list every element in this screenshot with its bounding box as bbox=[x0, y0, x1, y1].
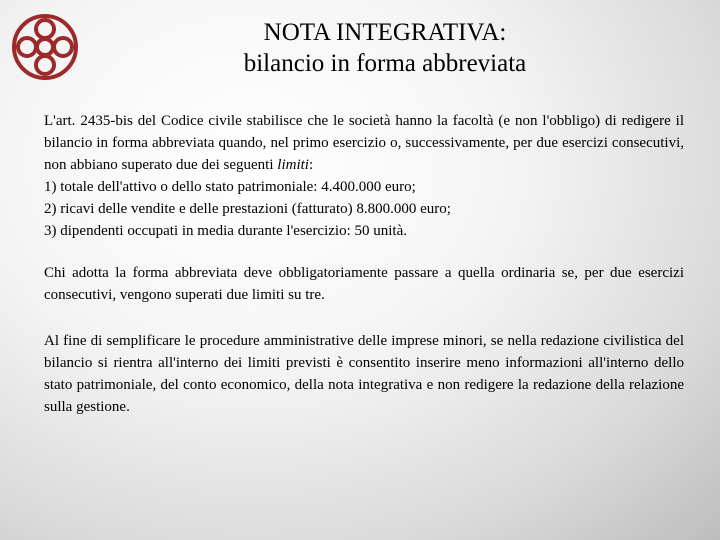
limits-list bbox=[44, 176, 684, 242]
knot-emblem-icon bbox=[10, 12, 80, 82]
intro-colon: : bbox=[308, 157, 314, 173]
intro-paragraph bbox=[44, 110, 684, 176]
slide-body bbox=[44, 110, 684, 418]
title-line-2: bilancio in forma abbreviata bbox=[243, 50, 527, 77]
paragraph-forma-ordinaria: Chi adotta la forma abbreviata deve obbligatoriamente passare a quella ordinaria se, per due esercizi consecutivi, vengono superati due limiti su tre. bbox=[44, 265, 684, 303]
paragraph-semplificazione: Al fine di semplificare le procedure amministrative delle imprese minori, se nella redazione civilistica del bilancio si rientra all'interno dei limiti previsti è consentito inserire meno informazioni all'interno dello stato patrimoniale, del conto economico, della nota integrativa e non redigere la redazione della relazione sulla gestione. bbox=[44, 333, 684, 415]
slide-title bbox=[150, 17, 620, 79]
title-line-1: NOTA INTEGRATIVA: bbox=[263, 19, 507, 46]
limits-term: limiti bbox=[277, 157, 309, 173]
limit-item-1: 1) totale dell'attivo o dello stato patrimoniale: 4.400.000 euro; bbox=[44, 179, 416, 195]
limit-item-2: 2) ricavi delle vendite e delle prestazioni (fatturato) 8.800.000 euro; bbox=[44, 201, 451, 217]
intro-text: L'art. 2435-bis del Codice civile stabilisce che le società hanno la facoltà (e non l'obbligo) di redigere il bilancio in forma abbreviata quando, nel primo esercizio o, successivamente, per due esercizi consecutivi, non abbiano superato due dei seguenti bbox=[44, 113, 684, 173]
limit-item-3: 3) dipendenti occupati in media durante l'esercizio: 50 unità. bbox=[44, 223, 407, 239]
